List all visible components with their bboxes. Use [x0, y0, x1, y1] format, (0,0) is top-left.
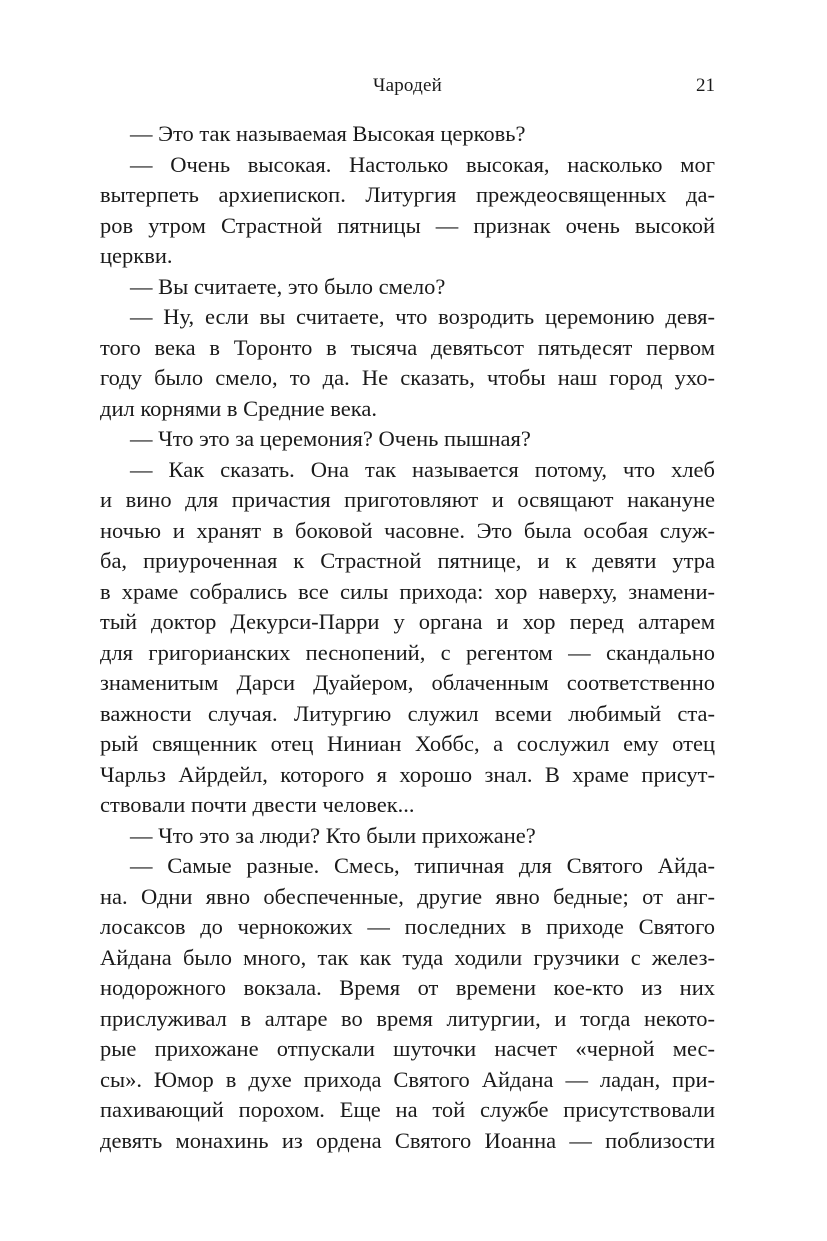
text-line: вытерпеть архиепископ. Литургия преждеосвященных да- [100, 182, 715, 207]
text-line: на. Одни явно обеспеченные, другие явно бедные; от анг- [100, 883, 715, 909]
text-line: для григорианских песнопений, с регентом — скандально [100, 639, 715, 665]
text-line: пахивающий порохом. Еще на той службе присутствовали [100, 1097, 715, 1122]
text-line: — Очень высокая. Настолько высокая, насколько мог [130, 151, 715, 177]
text-line: нодорожного вокзала. Время от времени кое-кто из них [100, 975, 715, 1000]
text-line: тый доктор Декурси-Парри у органа и хор перед алтарем [100, 609, 715, 634]
text-line: дил корнями в Средние века. [100, 395, 377, 421]
text-line: ров утром Страстной пятницы — признак очень высокой [100, 212, 715, 238]
text-line: — Ну, если вы считаете, что возродить церемонию девя- [130, 304, 715, 329]
text-line: рые прихожане отпускали шуточки насчет «черной мес- [100, 1036, 715, 1061]
text-line: — Что это за люди? Кто были прихожане? [130, 822, 536, 848]
page-number: 21 [696, 75, 715, 96]
body-text [100, 119, 715, 1156]
text-line: Айдана было много, так как туда ходили грузчики с желез- [100, 944, 715, 970]
running-title: Чародей [373, 75, 442, 96]
text-line: рый священник отец Ниниан Хоббс, а сослужил ему отец [100, 731, 715, 756]
text-line: знаменитым Дарси Дуайером, облаченным соответственно [100, 670, 715, 695]
text-line: ба, приуроченная к Страстной пятнице, и к девяти утра [100, 548, 715, 573]
text-line: прислуживал в алтаре во время литургии, и тогда некото- [100, 1005, 715, 1031]
text-line: ночью и хранят в боковой часовне. Это была особая служ- [100, 517, 715, 543]
text-line: в храме собрались все силы прихода: хор наверху, знамени- [100, 578, 715, 604]
text-line: — Как сказать. Она так называется потому, что хлеб [130, 456, 715, 482]
text-line: — Вы считаете, это было смело? [130, 273, 446, 299]
text-line: девять монахинь из ордена Святого Иоанна — поблизости [100, 1127, 715, 1153]
text-line: важности случая. Литургию служил всеми любимый ста- [100, 700, 715, 726]
text-line: лосаксов до чернокожих — последних в приходе Святого [100, 914, 715, 939]
text-line: ствовали почти двести человек... [100, 792, 415, 817]
running-head [100, 72, 715, 100]
text-line: Чарльз Айрдейл, которого я хорошо знал. В храме присут- [100, 761, 715, 787]
text-line: того века в Торонто в тысяча девятьсот пятьдесят первом [100, 334, 715, 360]
text-line: церкви. [100, 243, 173, 268]
text-line: — Это так называемая Высокая церковь? [130, 121, 526, 146]
text-line: и вино для причастия приготовляют и освящают накануне [100, 487, 715, 512]
text-line: — Самые разные. Смесь, типичная для Святого Айда- [130, 853, 715, 878]
text-line: сы». Юмор в духе прихода Святого Айдана — ладан, при- [100, 1066, 715, 1092]
text-line: — Что это за церемония? Очень пышная? [130, 426, 531, 451]
text-line: году было смело, то да. Не сказать, чтобы наш город ухо- [100, 365, 715, 390]
